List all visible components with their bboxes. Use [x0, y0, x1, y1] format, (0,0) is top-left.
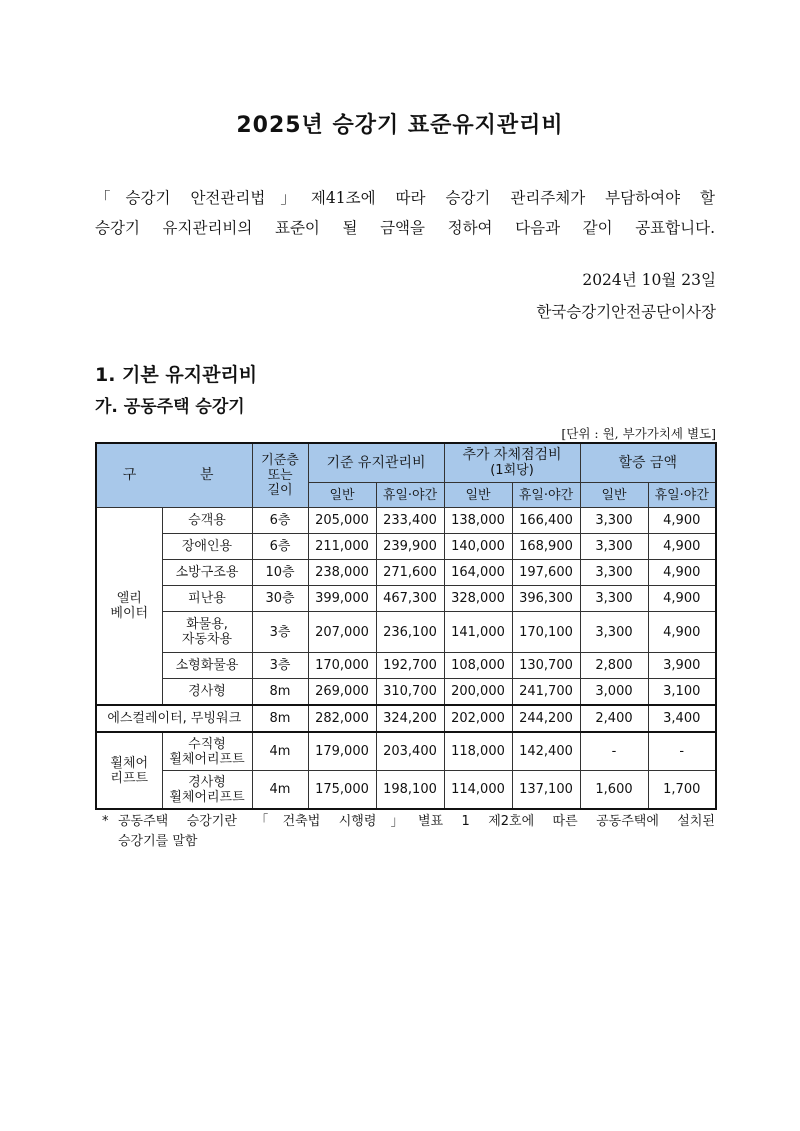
group-label-elevator — [96, 508, 162, 706]
row-type: 소방구조용 — [162, 560, 252, 586]
cell-sur-holiday: 4,900 — [648, 612, 716, 653]
cell-base-normal: 170,000 — [308, 653, 376, 679]
footnote-line-2: 승강기를 말함 — [118, 834, 198, 849]
header-inspection-l2: (1회당) — [490, 463, 534, 478]
row-floors: 8m — [252, 679, 308, 706]
group-label-l2: 리프트 — [110, 770, 149, 786]
row-type — [162, 771, 252, 810]
cell-sur-holiday: - — [648, 732, 716, 771]
cell-base-normal: 179,000 — [308, 732, 376, 771]
cell-sur-normal: 3,300 — [580, 534, 648, 560]
cell-sur-holiday: 1,700 — [648, 771, 716, 810]
cell-sur-normal: 3,300 — [580, 586, 648, 612]
cell-base-normal: 207,000 — [308, 612, 376, 653]
group-label-l1: 엘리 — [116, 591, 142, 606]
cell-insp-holiday: 170,100 — [512, 612, 580, 653]
header-surcharge: 할증 금액 — [580, 443, 716, 483]
cell-sur-holiday: 4,900 — [648, 508, 716, 534]
header-holiday: 휴일·야간 — [512, 483, 580, 508]
table-row — [96, 679, 716, 706]
row-floors: 30층 — [252, 586, 308, 612]
header-normal: 일반 — [308, 483, 376, 508]
cell-base-normal: 399,000 — [308, 586, 376, 612]
unit-note: [단위 : 원, 부가가치세 별도] — [561, 426, 716, 441]
header-floors-l2: 또는 — [267, 468, 293, 483]
table-row — [96, 534, 716, 560]
row-floors: 3층 — [252, 653, 308, 679]
cell-insp-holiday: 168,900 — [512, 534, 580, 560]
cell-base-normal: 211,000 — [308, 534, 376, 560]
row-type-l2: 휠체어리프트 — [169, 789, 245, 805]
table-row — [96, 586, 716, 612]
table-row — [96, 771, 716, 810]
cell-sur-holiday: 3,900 — [648, 653, 716, 679]
header-base-fee: 기준 유지관리비 — [308, 443, 444, 483]
group-label-l2: 베이터 — [110, 606, 149, 621]
row-floors: 3층 — [252, 612, 308, 653]
header-floors-l3: 길이 — [267, 483, 293, 498]
header-normal: 일반 — [444, 483, 512, 508]
cell-sur-normal: 3,300 — [580, 508, 648, 534]
cell-sur-holiday: 3,100 — [648, 679, 716, 706]
cell-sur-holiday: 4,900 — [648, 534, 716, 560]
row-type-l1: 경사형 — [188, 774, 226, 790]
row-type: 소형화물용 — [162, 653, 252, 679]
row-type — [162, 732, 252, 771]
footnote — [102, 812, 715, 852]
intro-line-2: 승강기 유지관리비의 표준이 될 금액을 정하여 다음과 같이 공표합니다. — [95, 219, 715, 237]
cell-insp-holiday: 166,400 — [512, 508, 580, 534]
cell-insp-normal: 141,000 — [444, 612, 512, 653]
intro-line-1: 「승강기 안전관리법」제41조에 따라 승강기 관리주체가 부담하여야 할 — [95, 189, 715, 207]
cell-base-normal: 269,000 — [308, 679, 376, 706]
cell-insp-holiday: 244,200 — [512, 705, 580, 732]
cell-sur-normal: 1,600 — [580, 771, 648, 810]
intro-paragraph — [95, 183, 715, 243]
cell-base-normal: 238,000 — [308, 560, 376, 586]
cell-insp-normal: 114,000 — [444, 771, 512, 810]
cell-base-holiday: 236,100 — [376, 612, 444, 653]
cell-insp-normal: 108,000 — [444, 653, 512, 679]
cell-base-holiday: 239,900 — [376, 534, 444, 560]
table-row — [96, 560, 716, 586]
row-type-l2: 휠체어리프트 — [169, 751, 245, 767]
cell-sur-normal: 2,400 — [580, 705, 648, 732]
cell-base-normal: 282,000 — [308, 705, 376, 732]
row-type: 장애인용 — [162, 534, 252, 560]
cell-insp-normal: 140,000 — [444, 534, 512, 560]
header-holiday: 휴일·야간 — [376, 483, 444, 508]
cell-insp-normal: 202,000 — [444, 705, 512, 732]
header-normal: 일반 — [580, 483, 648, 508]
maintenance-fee-table — [95, 442, 717, 810]
row-type: 승객용 — [162, 508, 252, 534]
cell-sur-normal: 3,300 — [580, 560, 648, 586]
cell-base-normal: 175,000 — [308, 771, 376, 810]
table-row — [96, 705, 716, 732]
cell-base-holiday: 310,700 — [376, 679, 444, 706]
cell-sur-holiday: 3,400 — [648, 705, 716, 732]
cell-insp-normal: 200,000 — [444, 679, 512, 706]
cell-base-normal: 205,000 — [308, 508, 376, 534]
row-type: 경사형 — [162, 679, 252, 706]
row-floors: 6층 — [252, 508, 308, 534]
footnote-line-1: 공동주택 승강기란 「건축법 시행령」별표 1 제2호에 따른 공동주택에 설치된 — [118, 814, 715, 829]
row-floors: 4m — [252, 732, 308, 771]
row-floors: 4m — [252, 771, 308, 810]
cell-sur-holiday: 4,900 — [648, 560, 716, 586]
footnote-mark: * — [102, 814, 109, 829]
row-floors: 10층 — [252, 560, 308, 586]
row-floors: 8m — [252, 705, 308, 732]
cell-insp-holiday: 197,600 — [512, 560, 580, 586]
row-type-l1: 수직형 — [188, 736, 226, 752]
cell-sur-holiday: 4,900 — [648, 586, 716, 612]
announcement-date: 2024년 10월 23일 — [582, 271, 716, 289]
cell-insp-normal: 328,000 — [444, 586, 512, 612]
cell-insp-holiday: 130,700 — [512, 653, 580, 679]
group-label-l1: 휠체어 — [110, 755, 149, 771]
header-floors — [252, 443, 308, 508]
cell-sur-normal: 2,800 — [580, 653, 648, 679]
row-type-l1: 화물용, — [186, 617, 228, 632]
table-row — [96, 653, 716, 679]
cell-sur-normal: 3,000 — [580, 679, 648, 706]
table-row — [96, 612, 716, 653]
cell-insp-holiday: 396,300 — [512, 586, 580, 612]
row-type-escalator: 에스컬레이터, 무빙워크 — [96, 705, 252, 732]
cell-base-holiday: 271,600 — [376, 560, 444, 586]
header-inspection-fee — [444, 443, 580, 483]
table-row — [96, 508, 716, 534]
cell-sur-normal: - — [580, 732, 648, 771]
header-inspection-l1: 추가 자체점검비 — [462, 447, 562, 463]
row-floors: 6층 — [252, 534, 308, 560]
issuer-name: 한국승강기안전공단이사장 — [536, 303, 716, 321]
cell-base-holiday: 324,200 — [376, 705, 444, 732]
section-heading-1: 1. 기본 유지관리비 — [95, 364, 258, 386]
cell-insp-normal: 138,000 — [444, 508, 512, 534]
cell-base-holiday: 198,100 — [376, 771, 444, 810]
row-type: 피난용 — [162, 586, 252, 612]
cell-insp-normal: 164,000 — [444, 560, 512, 586]
table-row — [96, 732, 716, 771]
cell-base-holiday: 467,300 — [376, 586, 444, 612]
group-label-wheelchair — [96, 732, 162, 809]
header-bun: 분 — [162, 443, 252, 508]
cell-base-holiday: 192,700 — [376, 653, 444, 679]
row-type — [162, 612, 252, 653]
cell-insp-holiday: 142,400 — [512, 732, 580, 771]
cell-base-holiday: 203,400 — [376, 732, 444, 771]
row-type-l2: 자동차용 — [181, 632, 233, 647]
cell-sur-normal: 3,300 — [580, 612, 648, 653]
section-subheading-1a: 가. 공동주택 승강기 — [95, 397, 245, 417]
cell-insp-normal: 118,000 — [444, 732, 512, 771]
header-floors-l1: 기준층 — [261, 453, 299, 468]
header-holiday: 휴일·야간 — [648, 483, 716, 508]
cell-insp-holiday: 241,700 — [512, 679, 580, 706]
header-gu: 구 — [96, 443, 162, 508]
cell-base-holiday: 233,400 — [376, 508, 444, 534]
page-title: 2025년 승강기 표준유지관리비 — [236, 113, 564, 138]
cell-insp-holiday: 137,100 — [512, 771, 580, 810]
